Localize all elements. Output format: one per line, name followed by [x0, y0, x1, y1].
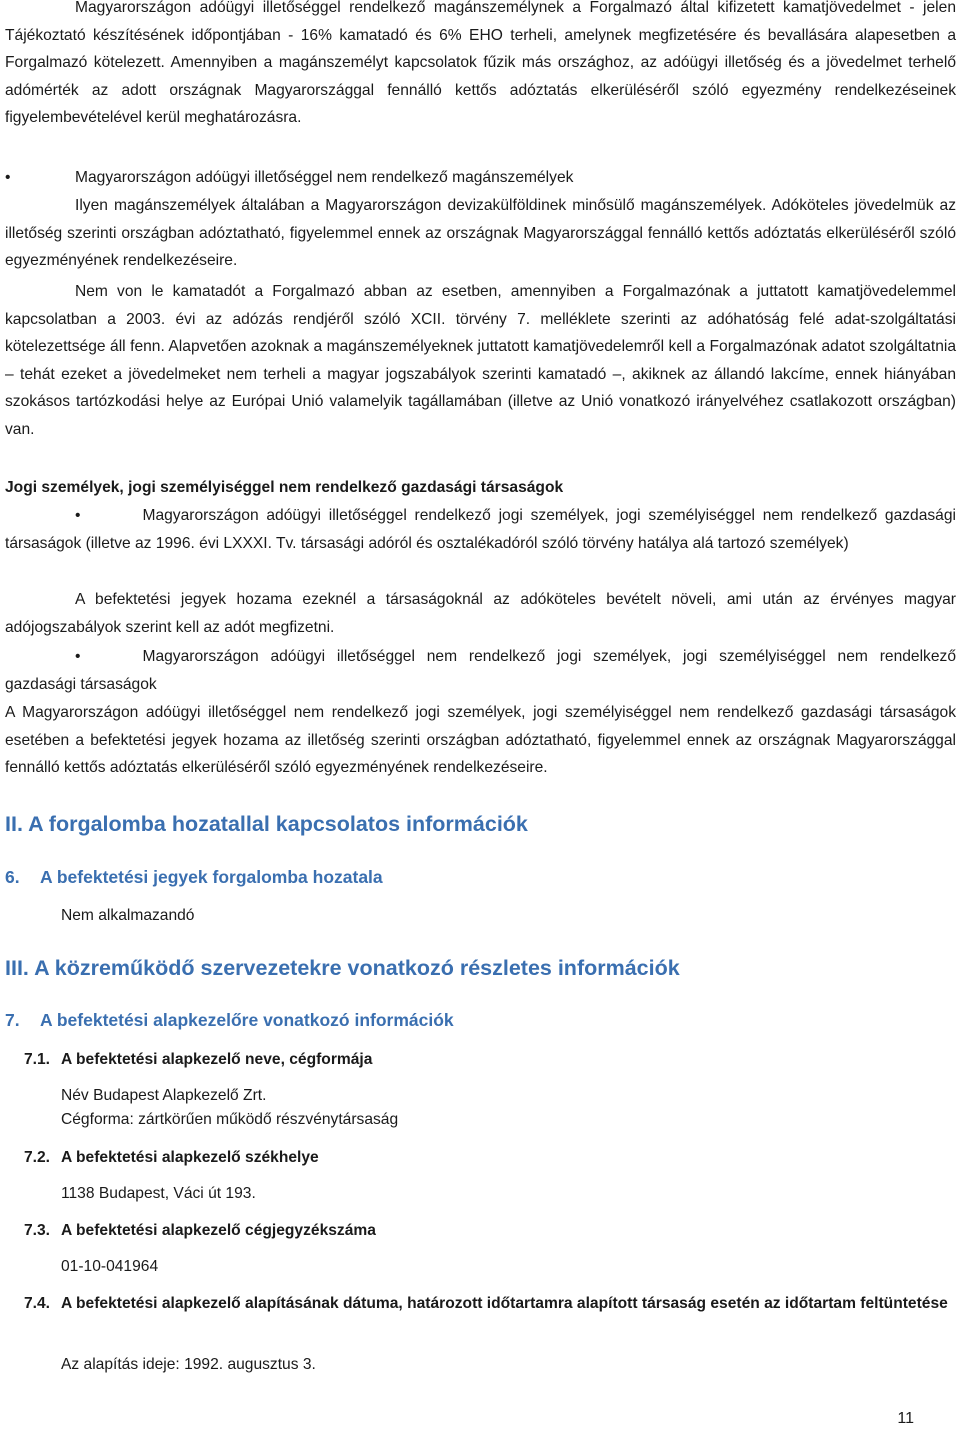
nonresident-legal-paragraph: A Magyarországon adóügyi illetőséggel nem rendelkező jogi személyek, jogi személyiséggel nem rendelkező gazdasági társaságok esetében a befektetési jegyek hozama az illetőség szerinti országban adóztatható, figyelemmel ennek az országnak Magyarországgal fennálló kettős adóztatás elkerüléséről szóló egyezményének rendelkezéseire.: [5, 704, 956, 777]
section-iii-heading: III. A közreműködő szervezetekre vonatkozó részletes információk: [5, 956, 680, 980]
section-number: 7.1.: [24, 1051, 51, 1068]
bullet-symbol: •: [5, 169, 11, 186]
withholding-paragraph: Nem von le kamatadót a Forgalmazó abban az esetben, amennyiben a Forgalmazónak a juttatott kamatjövedelemmel kapcsolatban a 2003. évi az adózás rendjéről szóló XCII. törvény 7. melléklete szerinti az adóhatóság felé adat-szolgáltatási kötelezettsége áll fenn. Alapvetően azoknak a magánszemélyeknek juttatott kamatjövedelemről kell a Forgalmazónak adatot szolgáltatnia – tehát ezeket a jövedelmeket nem terheli a magyar jogszabályok szerinti kamatadó –, akiknek az állandó lakcíme, ennek hiányában szokásos tartózkodási helye az Európai Unió valamelyik tagállamában (illetve az Unió vonatkozó irányelvéhez csatlakozott országban) van.: [5, 283, 956, 438]
bullet-resident-legal-entities: [5, 502, 956, 557]
section-number: 7.4.: [24, 1295, 51, 1312]
section-number: 6.: [5, 867, 20, 887]
bullet-text: Magyarországon adóügyi illetőséggel nem rendelkező jogi személyek, jogi személyiséggel nem rendelkező gazdasági társaságok: [5, 648, 956, 693]
section-7-heading: [5, 1010, 454, 1031]
bullet-symbol: •: [75, 507, 81, 524]
section-number: 7.2.: [24, 1149, 51, 1166]
section-title: A befektetési alapkezelő alapításának dátuma, határozott időtartamra alapított társaság esetén az időtartam feltüntetése: [61, 1295, 948, 1312]
section-number: 7.3.: [24, 1222, 51, 1239]
manager-address: 1138 Budapest, Váci út 193.: [61, 1185, 256, 1202]
nonresident-paragraph: Ilyen magánszemélyek általában a Magyarországon devizakülföldinek minősülő magánszemélyek. Adóköteles jövedelmük az illetőség szerinti országban adóztatható, figyelemmel ennek az országnak Magyarországgal fennálló kettős adóztatás elkerüléséről szóló egyezményének rendelkezéseire.: [5, 197, 956, 270]
section-6-value: Nem alkalmazandó: [61, 907, 195, 924]
bullet-nonresident-individuals: [5, 164, 956, 192]
bullet-title: Magyarországon adóügyi illetőséggel nem rendelkező magánszemélyek: [75, 169, 574, 186]
section-7-4-heading: [24, 1291, 956, 1316]
manager-name: Név Budapest Alapkezelő Zrt.: [61, 1087, 267, 1104]
tax-paragraph-resident-individuals: Magyarországon adóügyi illetőséggel rendelkező magánszemélynek a Forgalmazó által kifizetett kamatjövedelmet - jelen Tájékoztató készítésének időpontjában - 16% kamatadó és 6% EHO terheli, amelynek megfizetésére és bevallására alapesetben a Forgalmazó kötelezett. Amennyiben a magánszemélyt kapcsolatok fűzik más országhoz, az adóügyi illetőség és a jövedelmet terhelő adómérték az adott országnak Magyarországgal fennálló kettős adóztatás elkerüléséről szóló egyezmény rendelkezéseinek figyelembevételével kerül meghatározásra.: [5, 0, 956, 127]
bullet-nonresident-legal-entities: [5, 643, 956, 698]
section-number: 7.: [5, 1010, 20, 1030]
section-ii-heading: II. A forgalomba hozatallal kapcsolatos információk: [5, 812, 528, 836]
section-title: A befektetési alapkezelő székhelye: [61, 1149, 319, 1166]
manager-registration-number: 01-10-041964: [61, 1258, 159, 1275]
section-title: A befektetési alapkezelőre vonatkozó információk: [40, 1010, 454, 1030]
manager-company-form: Cégforma: zártkörűen működő részvénytársaság: [61, 1111, 399, 1128]
section-7-2-heading: [24, 1145, 956, 1170]
bullet-symbol: •: [75, 648, 81, 665]
section-title: A befektetési alapkezelő neve, cégformája: [61, 1051, 373, 1068]
section-7-1-heading: [24, 1047, 956, 1072]
legal-entities-heading: Jogi személyek, jogi személyiséggel nem rendelkező gazdasági társaságok: [5, 479, 564, 496]
bullet-text: Magyarországon adóügyi illetőséggel rendelkező jogi személyek, jogi személyiséggel nem rendelkező gazdasági társaságok (illetve az 1996. évi LXXXI. Tv. társasági adóról és osztalékadóról szóló törvény hatálya alá tartozó személyek): [5, 507, 956, 552]
resident-legal-paragraph: A befektetési jegyek hozama ezeknél a társaságoknál az adóköteles bevételt növeli, ami után az érvényes magyar adójogszabályok szerint kell az adót megfizetni.: [5, 591, 956, 636]
section-7-3-heading: [24, 1218, 956, 1243]
section-title: A befektetési jegyek forgalomba hozatala: [40, 867, 383, 887]
section-6-heading: [5, 867, 383, 888]
page-number: 11: [897, 1410, 914, 1427]
section-title: A befektetési alapkezelő cégjegyzékszáma: [61, 1222, 376, 1239]
manager-founding-date: Az alapítás ideje: 1992. augusztus 3.: [61, 1356, 316, 1373]
